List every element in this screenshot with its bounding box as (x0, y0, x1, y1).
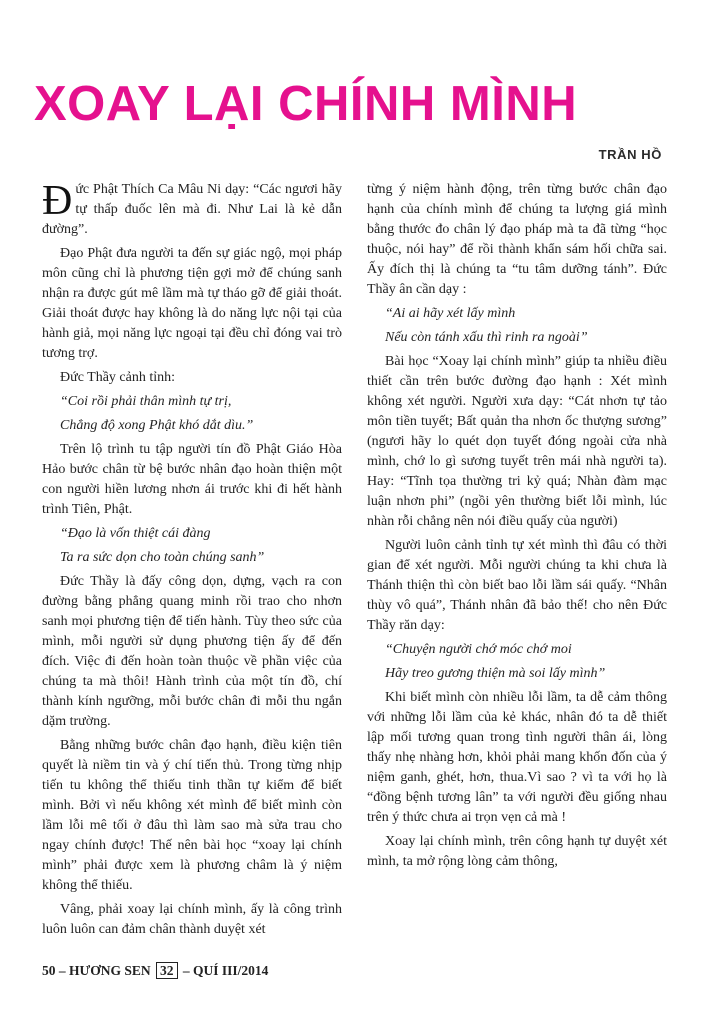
paragraph (42, 736, 342, 896)
paragraph (42, 368, 342, 388)
paragraph-text: “Chuyện người chớ móc chớ moi (385, 642, 572, 657)
footer-separator: – (182, 963, 190, 978)
page-footer (42, 962, 268, 979)
paragraph (42, 244, 342, 364)
paragraph-text: Đạo Phật đưa người ta đến sự giác ngộ, mọi pháp môn cũng chỉ là phương tiện gợi mở để chúng sanh nhận ra được gút mê lầm mà tự tháo gỡ để giải thoát. Giải thoát được hay không là do năng lực nội tại của hành giả, mọi năng lực ngoại tại đều chỉ đóng vai trò tương trợ. (42, 246, 342, 361)
verse-line (42, 524, 342, 544)
paragraph (42, 572, 342, 732)
page-number: 50 (42, 963, 56, 978)
paragraph-text: “Ai ai hãy xét lấy mình (385, 306, 516, 321)
paragraph-text: “Đạo là vốn thiệt cái đàng (60, 526, 211, 541)
paragraph-text: Khi biết mình còn nhiều lỗi lầm, ta dễ cảm thông với những lỗi lầm của kẻ khác, nhân đó ta dễ thiết lập mối tương quan trong tình người thân ái, lòng thấy nhẹ nhàng hơn, khỏi phải mang khốn đốn của ý niệm ganh, ghét, hơn, thua.Vì sao ? vì ta với họ là “đồng bệnh tương lân” ta với người đều giống nhau trên ý thức chưa ai trọn vẹn cả mà ! (367, 690, 667, 825)
verse-line (42, 392, 342, 412)
paragraph-text: Bằng những bước chân đạo hạnh, điều kiện tiên quyết là niềm tin và ý chí tiến thủ. Trong từng nhịp tiến tu không thể thiếu tinh thần tự kiểm để biết mình. Bởi vì nếu không xét mình để biết mình còn lầm lỗi mê tối ở đâu thì làm sao mà sửa trau cho ngay chính được! Thế nên bài học “xoay lại chính mình” phải được xem là phương châm là ý niệm không thể thiếu. (42, 738, 342, 893)
article-title: XOAY LẠI CHÍNH MÌNH (34, 77, 578, 131)
footer-separator: – (58, 963, 66, 978)
paragraph-text: Đức Thầy cảnh tỉnh: (60, 370, 176, 385)
article-column-left (42, 180, 342, 944)
paragraph (367, 832, 667, 872)
paragraph-text: Chẳng độ xong Phật khó dắt dìu.” (60, 418, 254, 433)
paragraph (42, 900, 342, 940)
paragraph (42, 440, 342, 520)
verse-line (367, 640, 667, 660)
issue-number: 32 (156, 962, 178, 979)
issue-period: QUÍ III/2014 (193, 963, 269, 978)
magazine-name: HƯƠNG SEN (69, 963, 151, 978)
paragraph-text: Người luôn cảnh tỉnh tự xét mình thì đâu có thời gian để xét người. Mỗi người chúng ta khi chưa là Thánh thiện thì còn biết bao lỗi lầm sái quấy. “Nhân thùy vô quá”, Thánh nhân đã bảo thế! cho nên Đức Thầy răn dạy: (367, 538, 667, 633)
verse-line (42, 416, 342, 436)
opening-paragraph (42, 180, 342, 240)
paragraph-text: Ta ra sức dọn cho toàn chúng sanh” (60, 550, 265, 565)
verse-line (367, 304, 667, 324)
paragraph-text: “Coi rồi phải thân mình tự trị, (60, 394, 232, 409)
paragraph-text: Hãy treo gương thiện mà soi lấy mình” (385, 666, 606, 681)
verse-line (42, 548, 342, 568)
paragraph-text: từng ý niệm hành động, trên từng bước chân đạo hạnh của chính mình để chúng ta lượng giá mình bằng thước đo chân lý đạo pháp mà ta đã từng “học thuộc, nói hay” để rồi thành khẩn sám hối chữa sai. Ấy đích thị là chúng ta “tu tâm dưỡng tánh”. Đức Thầy ân cần dạy : (367, 182, 667, 297)
paragraph-text: Vâng, phải xoay lại chính mình, ấy là công trình luôn luôn can đảm chân thành duyệt xét (42, 902, 342, 937)
verse-line (367, 328, 667, 348)
verse-line (367, 664, 667, 684)
paragraph-text: Nếu còn tánh xấu thì rinh ra ngoài” (385, 330, 588, 345)
paragraph (367, 688, 667, 828)
article-column-right (367, 180, 667, 876)
paragraph (367, 352, 667, 532)
paragraph-text: Trên lộ trình tu tập người tín đồ Phật Giáo Hòa Hảo bước chân từ bệ bước nhân đạo hoàn thiện một con người hiền lương nhơn ái trước khi đi hết hành trình Tiên, Phật. (42, 442, 342, 517)
paragraph-text: Đức Thầy là đấy công dọn, dựng, vạch ra con đường bằng phẳng quang minh rồi trao cho nhơn sanh mọi phương tiện để tiến hành. Tùy theo sức của mình, mỗi người sử dụng phương tiện ấy để đến đích. Việc đi đến hoàn toàn thuộc về phần việc của chúng ta mà thôi! Hành trình của một tín đồ, chí thành kính ngưỡng, mỗi bước chân đi mỗi thu ngắn dặm trường. (42, 574, 342, 729)
paragraph-text: Bài học “Xoay lại chính mình” giúp ta nhiều điều thiết cần trên bước đường đạo hạnh : Xét mình không xét người. Người xưa dạy: “Cát nhơn tự tảo môn tiền tuyết; Bất quản tha nhơn ốc thượng sương” (ngươi hãy lo quét dọn tuyết đóng ngoài cửa nhà mình, chớ lo gì sương tuyết trên mái nhà người ta). Hay: “Tĩnh tọa thường tri kỷ quá; Nhàn đàm mạc luận nhơn phi” (ngồi yên thường biết lỗi mình, lúc nhàn rỗi chẳng nên nói điều quấy của người) (367, 354, 667, 529)
paragraph (367, 180, 667, 300)
drop-cap: Đ (42, 178, 73, 224)
author-name: TRẦN HỒ (598, 147, 662, 162)
paragraph-text: ức Phật Thích Ca Mâu Ni dạy: “Các ngươi hãy tự thấp đuốc lên mà đi. Như Lai là kẻ dẫn đường”. (42, 182, 342, 237)
paragraph-text: Xoay lại chính mình, trên công hạnh tự duyệt xét mình, ta mở rộng lòng cảm thông, (367, 834, 667, 869)
paragraph (367, 536, 667, 636)
